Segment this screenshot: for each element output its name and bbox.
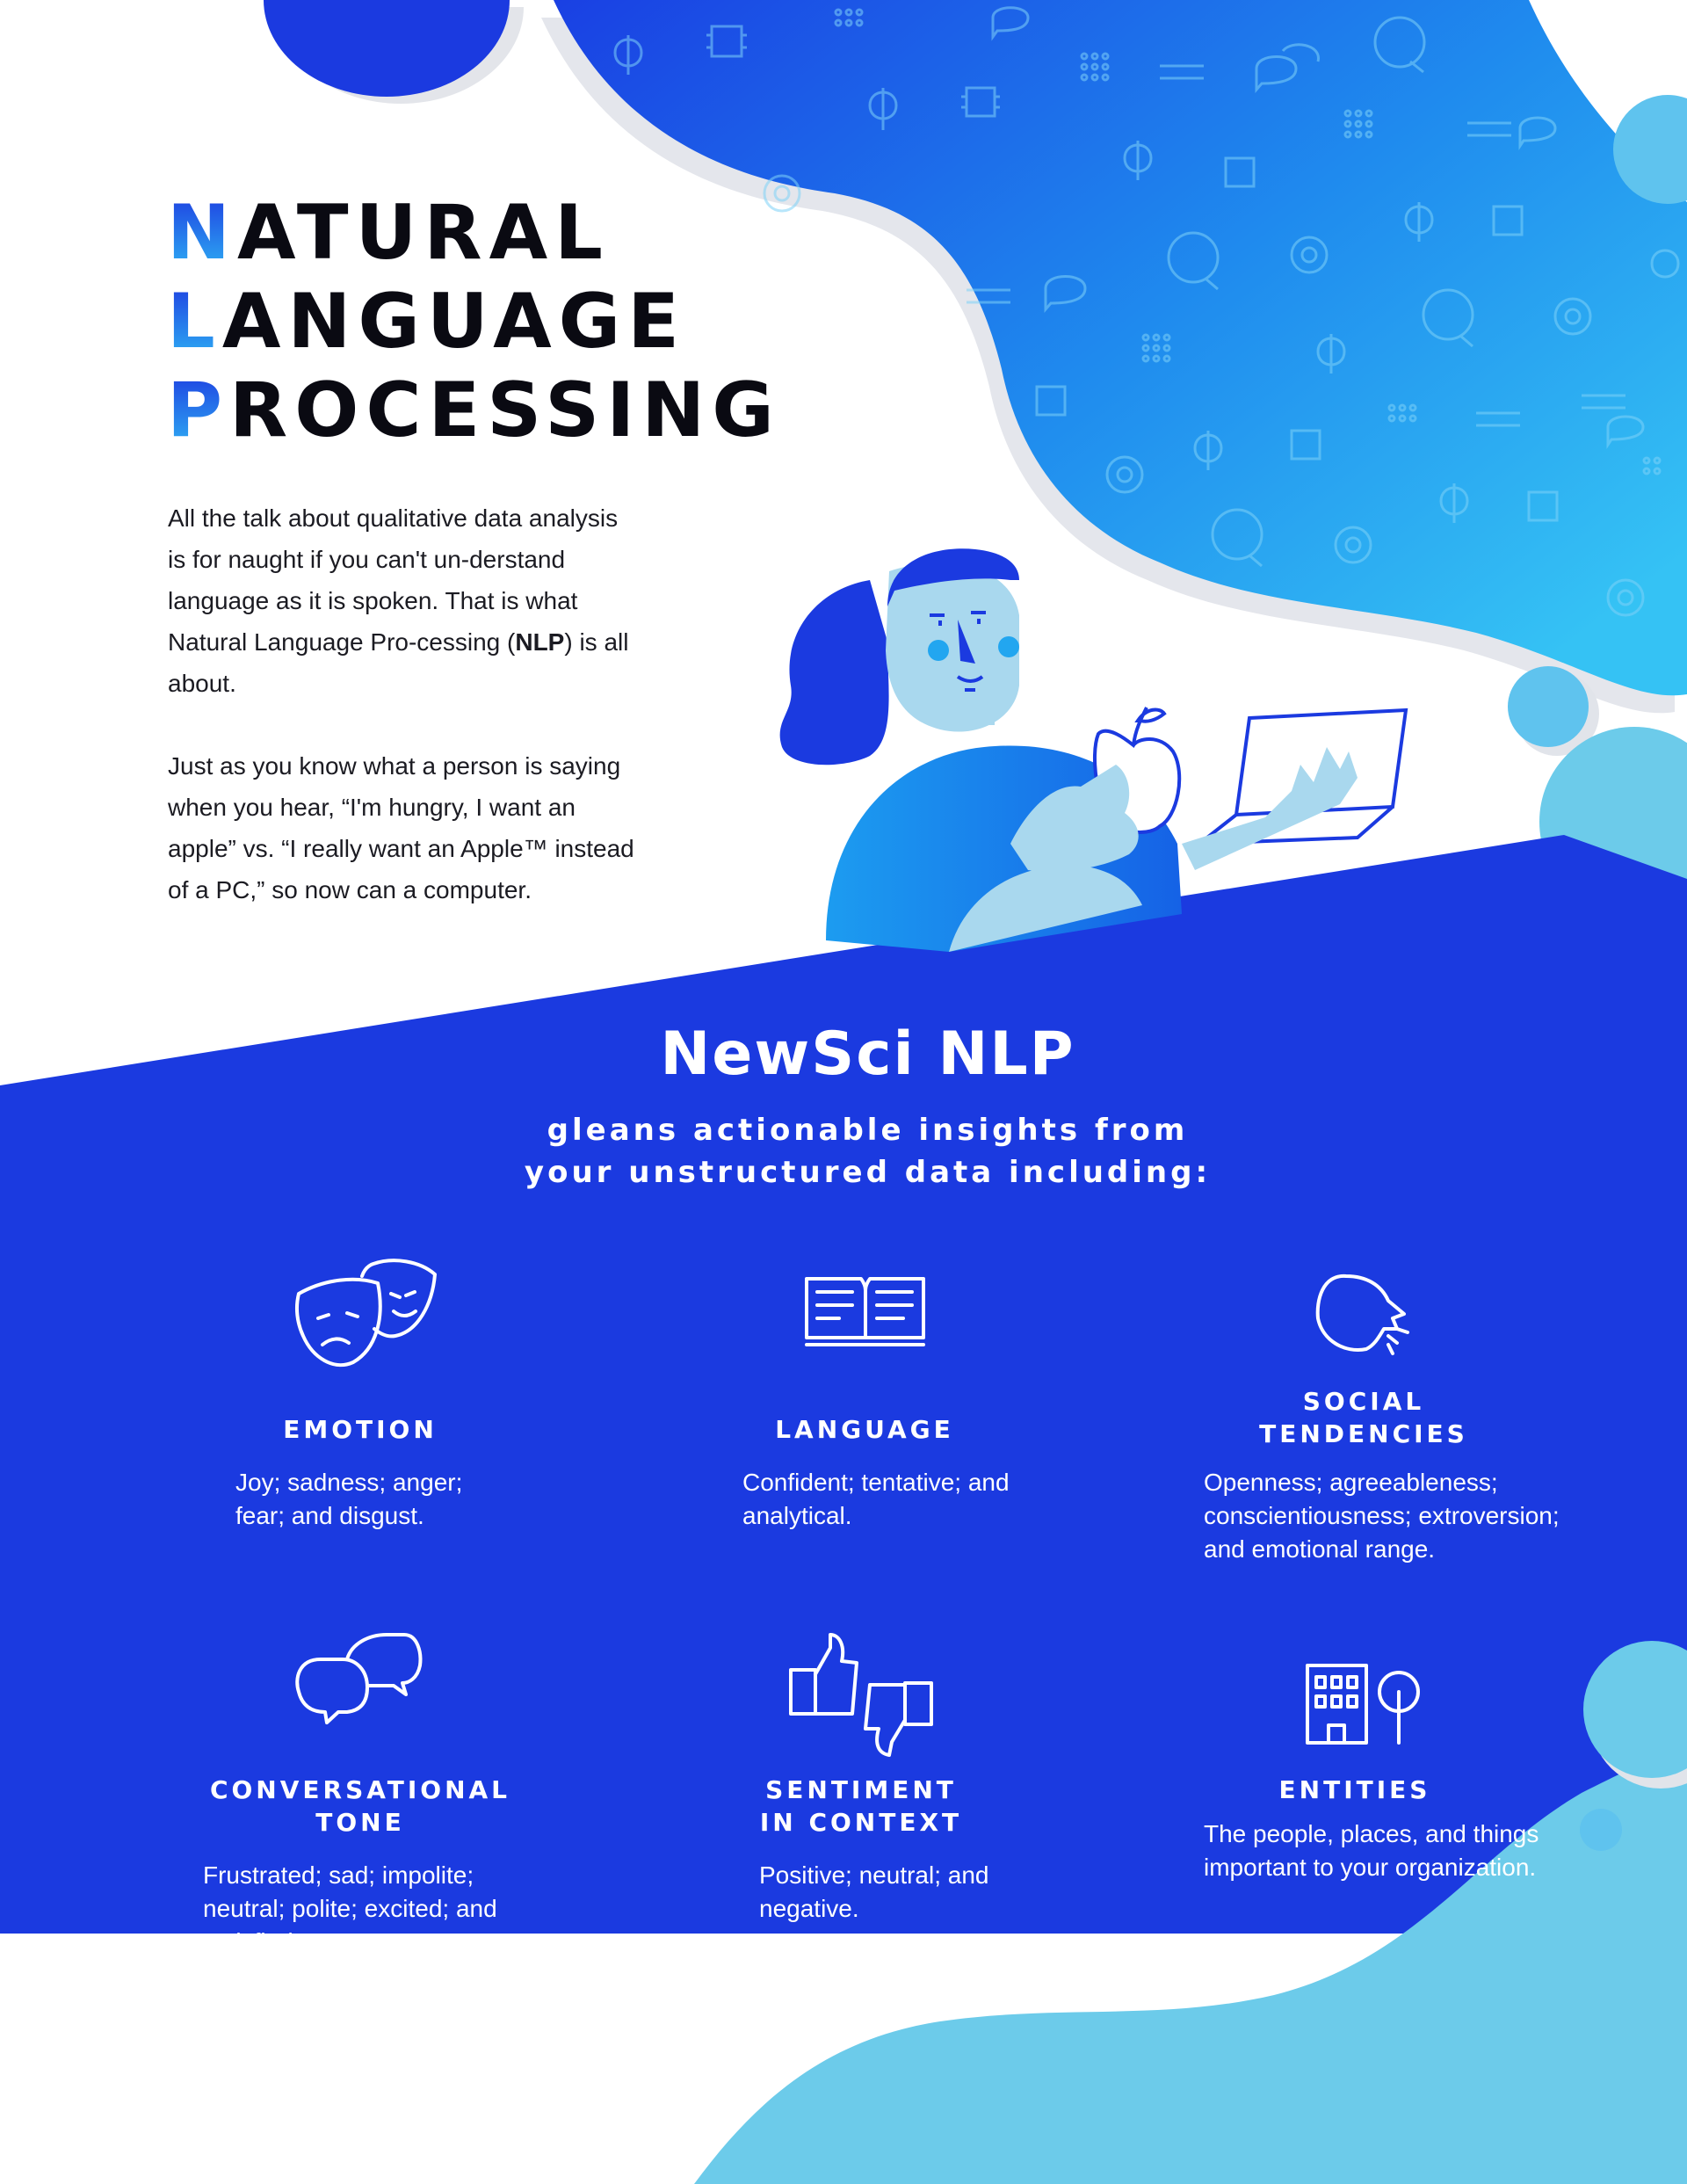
title-rest-1: ATURAL [236,189,610,277]
section-subheading: gleans actionable insights from your unstructured data including: [524,1113,1212,1190]
feature-desc-entities: The people, places, and things important to your organization. [1204,1820,1539,1881]
feature-title-sentiment: SENTIMENT IN CONTEXT [759,1775,963,1837]
title-initial-n: N [167,189,237,277]
intro-text [168,497,642,952]
page-title [167,189,781,455]
intro-p1-text: All the talk about qualitative data analysis is for naught if you can't un-derstand language as it is spoken. That is what Natural Language Pro-cessing ( [168,504,619,656]
feature-desc-social-tendencies: Openness; agreeableness; conscientiousness; extroversion; and emotional range. [1204,1469,1560,1563]
feature-title-language: LANGUAGE [775,1415,954,1444]
feature-title-social-tendencies: SOCIAL TENDENCIES [1259,1387,1468,1448]
intro-p1-bold: NLP [515,628,565,656]
title-rest-3: ROCESSING [229,366,781,454]
title-initial-p: P [167,366,230,454]
title-rest-2: ANGUAGE [221,278,687,366]
feature-desc-sentiment: Positive; neutral; and negative. [759,1861,989,1922]
feature-title-emotion: EMOTION [283,1415,438,1444]
feature-desc-language: Confident; tentative; and analytical. [742,1469,1010,1529]
top-left-circle [264,0,524,104]
feature-desc-conversational-tone: Frustrated; sad; impolite; neutral; polite; excited; and satisfied. [203,1861,497,1955]
title-line-3 [167,366,781,455]
intro-paragraph-2: Just as you know what a person is saying when you hear, “I'm hungry, I want an apple” vs. “I really want an Apple™ instead of a PC,” so now can a computer. [168,752,634,903]
intro-paragraph-1 [168,497,642,704]
blue-band [0,835,1687,1934]
feature-title-conversational-tone: CONVERSATIONAL TONE [209,1775,511,1837]
feature-title-entities: ENTITIES [1278,1775,1431,1804]
feature-desc-emotion: Joy; sadness; anger; fear; and disgust. [235,1469,463,1529]
title-line-1 [167,189,781,278]
title-initial-l: L [167,278,222,366]
section-heading: NewSci NLP [660,1019,1075,1089]
title-line-2 [167,278,781,366]
intro-p1-end: ) is all about. [168,628,629,697]
